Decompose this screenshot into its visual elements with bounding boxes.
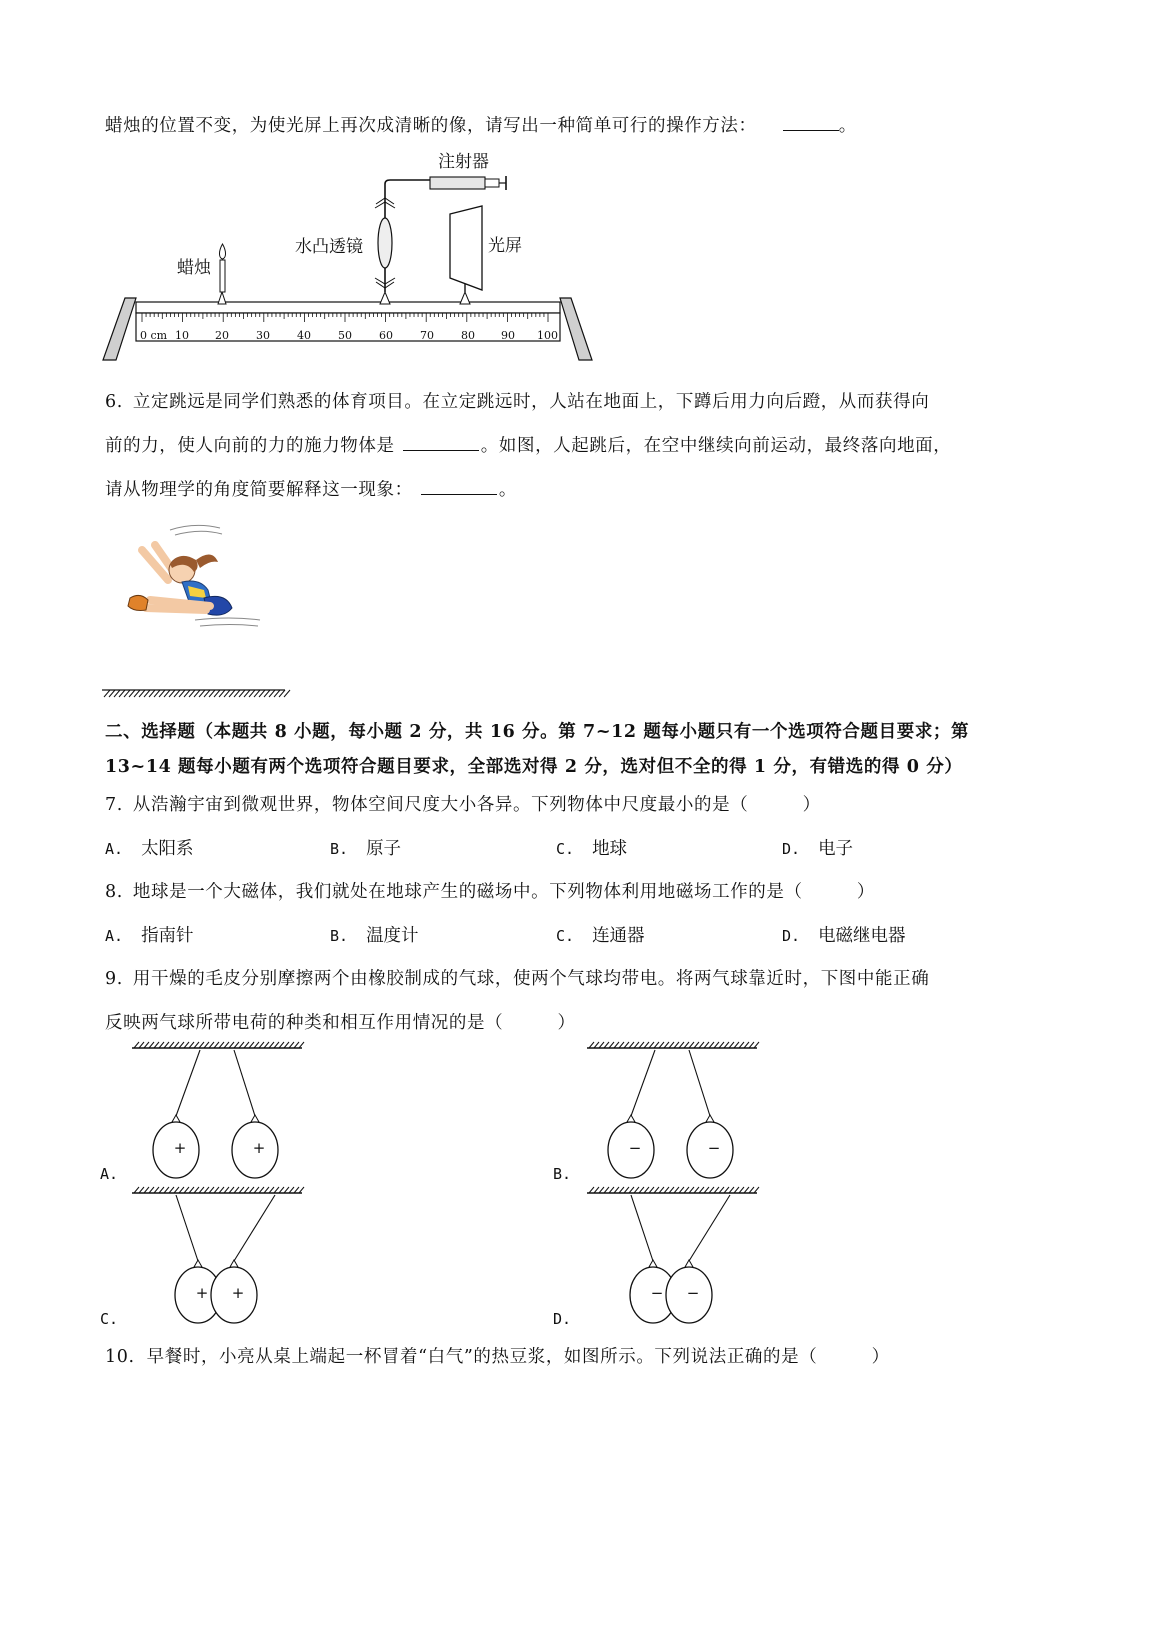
balloon-charge-sign: + — [195, 1284, 209, 1302]
ruler-label-40: 40 — [297, 329, 311, 342]
hatch-line — [134, 690, 140, 697]
hatch-line — [109, 690, 115, 697]
q8-stem: 地球是一个大磁体，我们就处在地球产生的磁场中。下列物体利用地磁场工作的是（ ） — [132, 882, 876, 902]
hatch-line — [249, 690, 255, 697]
q8-option-b[interactable] — [330, 922, 419, 947]
hatch-line — [194, 690, 200, 697]
q9-option-d-key[interactable]: D. — [553, 1310, 572, 1328]
q9-figure-a — [130, 1040, 310, 1180]
hatch-line — [164, 690, 170, 697]
q7-option-a-key: A. — [105, 840, 124, 858]
balloon-charge-sign: − — [628, 1139, 642, 1157]
hatch-line — [174, 690, 180, 697]
hatch-line — [169, 690, 175, 697]
q6-line3a: 请从物理学的角度简要解释这一现象： — [105, 480, 413, 500]
q8-option-c[interactable] — [556, 922, 645, 947]
q6-blank-1[interactable] — [403, 434, 479, 451]
q7-option-c-key: C. — [556, 840, 575, 858]
hatch-line — [119, 690, 125, 697]
ground-hatch — [104, 690, 290, 697]
light-screen-icon — [450, 206, 482, 304]
hatch-line — [239, 690, 245, 697]
hatch-line — [104, 690, 110, 697]
ruler-label-20: 20 — [215, 329, 229, 342]
q6-line2b: 。如图，人起跳后，在空中继续向前运动，最终落向地面， — [480, 436, 952, 456]
q8-stem-line — [105, 878, 875, 903]
q8-option-a-key: A. — [105, 927, 124, 945]
hatch-line — [199, 690, 205, 697]
section2-line1: 二、选择题（本题共 8 小题，每小题 2 分，共 16 分。第 7~12 题每小题只有一个选项符合题目要求；第 — [105, 722, 970, 742]
q5-answer-blank[interactable] — [783, 114, 839, 131]
q8-option-b-key: B. — [330, 927, 349, 945]
q6-blank-2[interactable] — [421, 478, 497, 495]
q7-option-b[interactable] — [330, 835, 401, 860]
hatch-line — [129, 690, 135, 697]
hatch-line — [209, 690, 215, 697]
ruler-label-100: 100 — [537, 329, 558, 342]
hatch-line — [269, 690, 275, 697]
q6-line3 — [105, 476, 517, 501]
ruler-label-10: 10 — [175, 329, 189, 342]
q10-stem: 早餐时，小亮从桌上端起一杯冒着“白气”的热豆浆，如图所示。下列说法正确的是（ ） — [146, 1347, 890, 1367]
q7-option-b-text: 原子 — [366, 839, 402, 859]
syringe-label: 注射器 — [438, 152, 489, 172]
q8-option-c-key: C. — [556, 927, 575, 945]
q8-option-a-text: 指南针 — [141, 926, 194, 946]
q7-option-a[interactable] — [105, 835, 194, 860]
hatch-line — [149, 690, 155, 697]
q7-option-c[interactable] — [556, 835, 627, 860]
q7-option-b-key: B. — [330, 840, 349, 858]
candle-icon — [218, 244, 226, 304]
q6-line2 — [105, 432, 951, 457]
q9-option-a-key[interactable]: A. — [100, 1165, 119, 1183]
q6-line3b: 。 — [498, 480, 517, 500]
water-lens-icon — [375, 180, 430, 304]
q7-option-d[interactable] — [782, 835, 853, 860]
hatch-line — [114, 690, 120, 697]
hatch-line — [229, 690, 235, 697]
hatch-line — [204, 690, 210, 697]
hatch-line — [219, 690, 225, 697]
hatch-line — [184, 690, 190, 697]
ruler-label-50: 50 — [338, 329, 352, 342]
q9-number: 9. — [105, 969, 123, 989]
q7-number: 7. — [105, 795, 123, 815]
hatch-line — [274, 690, 280, 697]
ruler-label-80: 80 — [461, 329, 475, 342]
hatch-line — [124, 690, 130, 697]
q8-option-d-key: D. — [782, 927, 801, 945]
hatch-line — [139, 690, 145, 697]
q6-line2a: 前的力，使人向前的力的施力物体是 — [105, 436, 395, 456]
q9-line2: 反映两气球所带电荷的种类和相互作用情况的是（ ） — [105, 1013, 576, 1033]
hatch-line — [254, 690, 260, 697]
optical-bench-figure — [100, 148, 600, 370]
balloon-charge-sign: + — [252, 1139, 266, 1157]
q10-stem-line — [105, 1343, 890, 1368]
hatch-line — [284, 690, 290, 697]
q8-option-c-text: 连通器 — [592, 926, 645, 946]
candle-label: 蜡烛 — [177, 258, 211, 278]
q8-option-d[interactable] — [782, 922, 906, 947]
hatch-line — [214, 690, 220, 697]
q9-figure-d — [585, 1185, 765, 1325]
syringe-icon — [430, 176, 506, 190]
q6-number: 6. — [105, 392, 123, 412]
balloon-charge-sign: + — [231, 1284, 245, 1302]
q8-option-a[interactable] — [105, 922, 194, 947]
ruler-label-30: 30 — [256, 329, 270, 342]
q7-option-d-text: 电子 — [818, 839, 854, 859]
q7-stem-line — [105, 791, 821, 816]
ruler-label-60: 60 — [379, 329, 393, 342]
ruler-label-0: 0 cm — [140, 329, 168, 342]
q7-option-d-key: D. — [782, 840, 801, 858]
q9-option-c-key[interactable]: C. — [100, 1310, 119, 1328]
balloon-charge-sign: − — [686, 1284, 700, 1302]
balloon-charge-sign: − — [650, 1284, 664, 1302]
q7-option-a-text: 太阳系 — [141, 839, 194, 859]
balloon-charge-sign: − — [707, 1139, 721, 1157]
hatch-line — [264, 690, 270, 697]
hatch-line — [244, 690, 250, 697]
q9-line1-text: 用干燥的毛皮分别摩擦两个由橡胶制成的气球，使两个气球均带电。将两气球靠近时，下图中能正确 — [132, 969, 930, 989]
ruler-label-70: 70 — [420, 329, 434, 342]
hatch-line — [144, 690, 150, 697]
q7-stem: 从浩瀚宇宙到微观世界，物体空间尺度大小各异。下列物体中尺度最小的是（ ） — [132, 795, 821, 815]
hatch-line — [259, 690, 265, 697]
screen-label: 光屏 — [488, 236, 522, 256]
q9-figure-b — [585, 1040, 765, 1180]
q5-tail-end: 。 — [838, 116, 857, 136]
q5-tail-text: 蜡烛的位置不变，为使光屏上再次成清晰的像，请写出一种简单可行的操作方法： — [105, 116, 757, 136]
ruler-label-90: 90 — [501, 329, 515, 342]
q9-line1 — [105, 965, 929, 990]
section2-line2: 13~14 题每小题有两个选项符合题目要求，全部选对得 2 分，选对但不全的得 1 分，有错选的得 0 分） — [105, 757, 963, 777]
hatch-line — [179, 690, 185, 697]
q8-number: 8. — [105, 882, 123, 902]
q8-option-b-text: 温度计 — [366, 926, 419, 946]
lens-label: 水凸透镜 — [295, 237, 363, 257]
balloon-charge-sign: + — [173, 1139, 187, 1157]
q10-number: 10. — [105, 1347, 135, 1367]
q7-option-c-text: 地球 — [592, 839, 628, 859]
hatch-line — [279, 690, 285, 697]
long-jump-figure — [100, 520, 300, 700]
q9-option-b-key[interactable]: B. — [553, 1165, 572, 1183]
hatch-line — [234, 690, 240, 697]
hatch-line — [154, 690, 160, 697]
q8-option-d-text: 电磁继电器 — [818, 926, 906, 946]
q5-tail-line — [105, 112, 857, 137]
hatch-line — [159, 690, 165, 697]
hatch-line — [189, 690, 195, 697]
q6-line1-text: 立定跳远是同学们熟悉的体育项目。在立定跳远时，人站在地面上，下蹲后用力向后蹬，从而获得向 — [132, 392, 930, 412]
hatch-line — [224, 690, 230, 697]
q6-line1 — [105, 388, 929, 413]
q9-figure-c — [130, 1185, 310, 1325]
